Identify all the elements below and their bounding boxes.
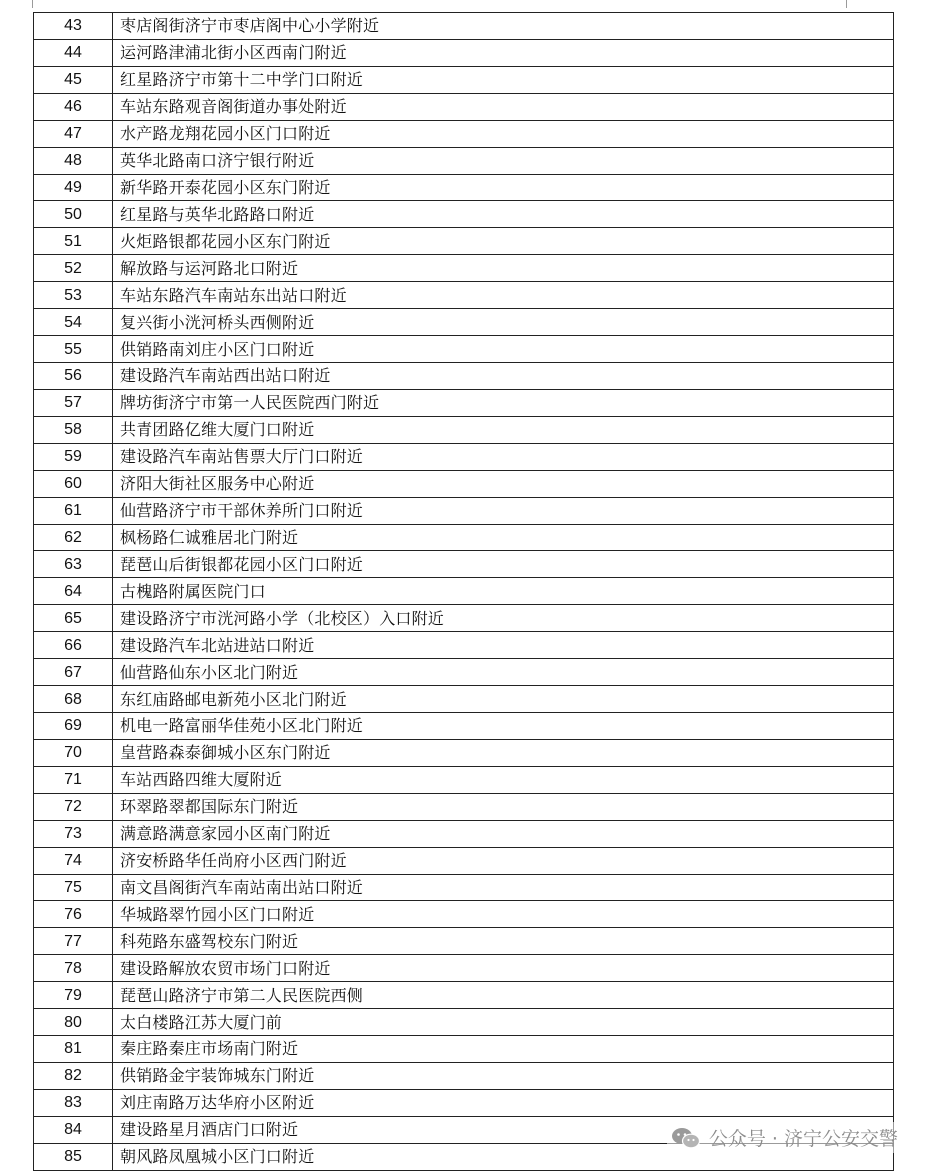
row-location: 车站东路观音阁街道办事处附近 (113, 93, 894, 120)
row-location: 建设路汽车南站西出站口附近 (113, 362, 894, 389)
table-row (34, 497, 894, 524)
table-row (34, 793, 894, 820)
row-location: 火炬路银都花园小区东门附近 (113, 228, 894, 255)
table-row (34, 551, 894, 578)
row-number: 78 (34, 955, 113, 982)
row-number: 48 (34, 147, 113, 174)
row-location: 英华北路南口济宁银行附近 (113, 147, 894, 174)
table-row (34, 820, 894, 847)
table-row (34, 13, 894, 40)
table-row (34, 228, 894, 255)
row-location: 枫杨路仁诚雅居北门附近 (113, 524, 894, 551)
row-number: 83 (34, 1089, 113, 1116)
row-number: 73 (34, 820, 113, 847)
table-row (34, 632, 894, 659)
row-number: 46 (34, 93, 113, 120)
row-number: 81 (34, 1036, 113, 1063)
row-location: 运河路津浦北街小区西南门附近 (113, 39, 894, 66)
table-row (34, 928, 894, 955)
row-number: 66 (34, 632, 113, 659)
table-row (34, 255, 894, 282)
location-table-body (34, 13, 894, 1171)
row-number: 80 (34, 1009, 113, 1036)
row-number: 56 (34, 362, 113, 389)
row-number: 47 (34, 120, 113, 147)
table-row (34, 901, 894, 928)
row-location: 解放路与运河路北口附近 (113, 255, 894, 282)
row-location: 朝风路凤凰城小区门口附近 (113, 1143, 894, 1170)
row-location: 建设路解放农贸市场门口附近 (113, 955, 894, 982)
row-location: 仙营路仙东小区北门附近 (113, 659, 894, 686)
table-row (34, 605, 894, 632)
row-number: 63 (34, 551, 113, 578)
row-location: 济安桥路华任尚府小区西门附近 (113, 847, 894, 874)
row-number: 74 (34, 847, 113, 874)
location-table (33, 12, 894, 1171)
row-location: 南文昌阁街汽车南站南出站口附近 (113, 874, 894, 901)
table-row (34, 847, 894, 874)
row-location: 太白楼路江苏大厦门前 (113, 1009, 894, 1036)
table-row (34, 686, 894, 713)
table-row (34, 1009, 894, 1036)
table-row (34, 1062, 894, 1089)
table-row (34, 282, 894, 309)
row-location: 济阳大街社区服务中心附近 (113, 470, 894, 497)
row-location: 供销路金宇装饰城东门附近 (113, 1062, 894, 1089)
row-number: 62 (34, 524, 113, 551)
row-number: 69 (34, 712, 113, 739)
table-row (34, 982, 894, 1009)
table-row (34, 739, 894, 766)
row-number: 59 (34, 443, 113, 470)
row-location: 红星路济宁市第十二中学门口附近 (113, 66, 894, 93)
row-number: 72 (34, 793, 113, 820)
table-row (34, 1036, 894, 1063)
row-number: 75 (34, 874, 113, 901)
row-number: 71 (34, 766, 113, 793)
row-number: 49 (34, 174, 113, 201)
table-row (34, 470, 894, 497)
page-top-marks (0, 0, 926, 12)
row-number: 60 (34, 470, 113, 497)
table-row (34, 874, 894, 901)
row-number: 84 (34, 1116, 113, 1143)
table-row (34, 174, 894, 201)
table-row (34, 66, 894, 93)
row-location: 琵琶山后街银都花园小区门口附近 (113, 551, 894, 578)
row-number: 58 (34, 416, 113, 443)
row-number: 65 (34, 605, 113, 632)
watermark-text: 公众号 · 济宁公安交警 (708, 1128, 898, 1150)
row-number: 43 (34, 13, 113, 40)
row-number: 70 (34, 739, 113, 766)
table-row (34, 201, 894, 228)
row-location: 东红庙路邮电新苑小区北门附近 (113, 686, 894, 713)
row-number: 51 (34, 228, 113, 255)
table-row (34, 120, 894, 147)
row-location: 仙营路济宁市干部休养所门口附近 (113, 497, 894, 524)
table-row (34, 659, 894, 686)
row-location: 华城路翠竹园小区门口附近 (113, 901, 894, 928)
row-number: 61 (34, 497, 113, 524)
row-number: 68 (34, 686, 113, 713)
row-number: 67 (34, 659, 113, 686)
table-row (34, 93, 894, 120)
row-location: 秦庄路秦庄市场南门附近 (113, 1036, 894, 1063)
row-number: 50 (34, 201, 113, 228)
wechat-watermark (667, 1122, 898, 1153)
row-location: 建设路济宁市洸河路小学（北校区）入口附近 (113, 605, 894, 632)
row-location: 环翠路翠都国际东门附近 (113, 793, 894, 820)
row-location: 车站西路四维大厦附近 (113, 766, 894, 793)
row-location: 古槐路附属医院门口 (113, 578, 894, 605)
row-number: 44 (34, 39, 113, 66)
table-row (34, 443, 894, 470)
row-location: 枣店阁街济宁市枣店阁中心小学附近 (113, 13, 894, 40)
row-number: 82 (34, 1062, 113, 1089)
table-row (34, 766, 894, 793)
row-location: 供销路南刘庄小区门口附近 (113, 336, 894, 363)
table-row (34, 389, 894, 416)
row-number: 53 (34, 282, 113, 309)
row-number: 77 (34, 928, 113, 955)
margin-mark-right (846, 0, 847, 8)
row-location: 红星路与英华北路路口附近 (113, 201, 894, 228)
row-location: 科苑路东盛驾校东门附近 (113, 928, 894, 955)
row-location: 建设路星月酒店门口附近 (113, 1116, 894, 1143)
table-row (34, 712, 894, 739)
row-number: 52 (34, 255, 113, 282)
row-location: 皇营路森泰御城小区东门附近 (113, 739, 894, 766)
row-location: 机电一路富丽华佳苑小区北门附近 (113, 712, 894, 739)
row-number: 76 (34, 901, 113, 928)
table-row (34, 336, 894, 363)
row-number: 45 (34, 66, 113, 93)
table-row (34, 524, 894, 551)
table-row (34, 39, 894, 66)
row-location: 刘庄南路万达华府小区附近 (113, 1089, 894, 1116)
row-location: 复兴街小洸河桥头西侧附近 (113, 309, 894, 336)
row-number: 57 (34, 389, 113, 416)
table-row (34, 362, 894, 389)
row-location: 新华路开泰花园小区东门附近 (113, 174, 894, 201)
margin-mark-left (32, 0, 33, 8)
table-row (34, 309, 894, 336)
table-row (34, 955, 894, 982)
row-number: 64 (34, 578, 113, 605)
row-location: 水产路龙翔花园小区门口附近 (113, 120, 894, 147)
row-location: 共青团路亿维大厦门口附近 (113, 416, 894, 443)
row-number: 55 (34, 336, 113, 363)
row-number: 85 (34, 1143, 113, 1170)
row-number: 54 (34, 309, 113, 336)
row-location: 建设路汽车南站售票大厅门口附近 (113, 443, 894, 470)
table-row (34, 1089, 894, 1116)
table-row (34, 416, 894, 443)
table-row (34, 578, 894, 605)
row-location: 牌坊街济宁市第一人民医院西门附近 (113, 389, 894, 416)
row-number: 79 (34, 982, 113, 1009)
table-row (34, 147, 894, 174)
row-location: 琵琶山路济宁市第二人民医院西侧 (113, 982, 894, 1009)
row-location: 满意路满意家园小区南门附近 (113, 820, 894, 847)
row-location: 车站东路汽车南站东出站口附近 (113, 282, 894, 309)
row-location: 建设路汽车北站进站口附近 (113, 632, 894, 659)
wechat-icon (671, 1126, 701, 1150)
